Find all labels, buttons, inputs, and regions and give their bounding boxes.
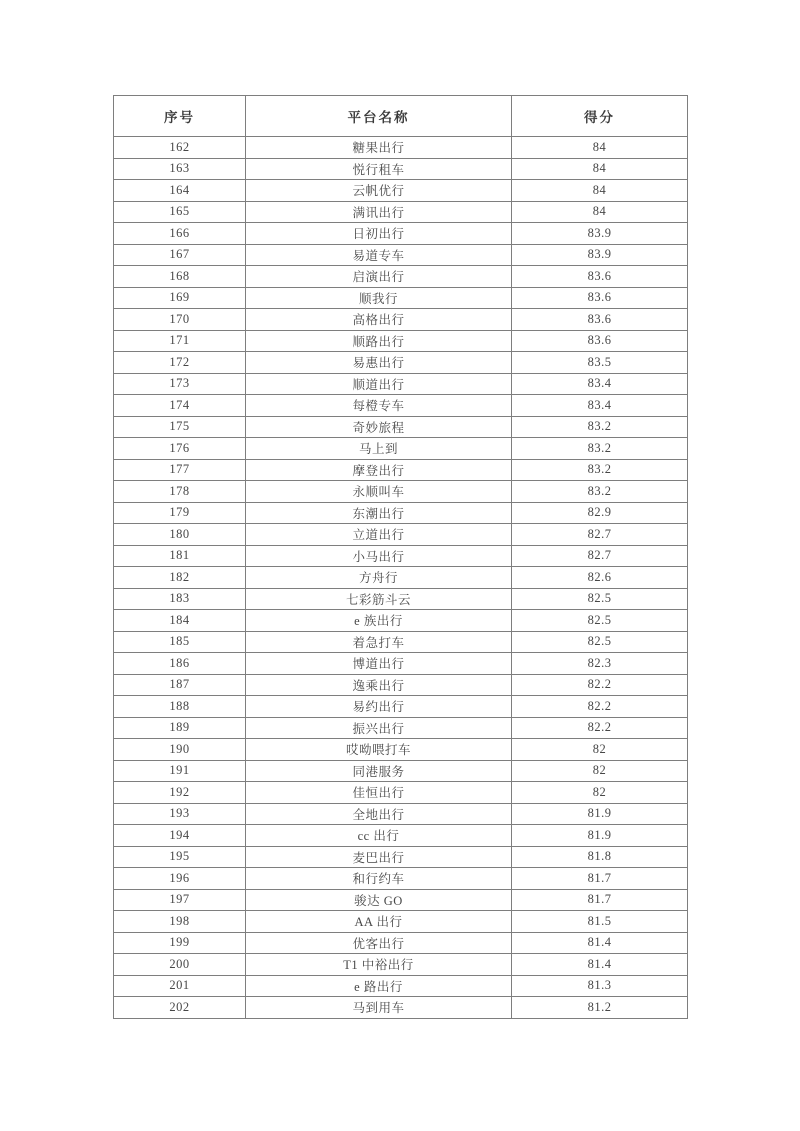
table-row xyxy=(114,158,688,180)
cell-score: 83.9 xyxy=(512,244,688,266)
cell-platform-name: 永顺叫车 xyxy=(246,481,512,503)
cell-platform-name: 七彩筋斗云 xyxy=(246,588,512,610)
table-row xyxy=(114,309,688,331)
cell-platform-name: e 族出行 xyxy=(246,610,512,632)
table-row xyxy=(114,631,688,653)
cell-score: 81.9 xyxy=(512,803,688,825)
table-row xyxy=(114,287,688,309)
cell-score: 83.2 xyxy=(512,481,688,503)
table-row xyxy=(114,180,688,202)
cell-platform-name: 着急打车 xyxy=(246,631,512,653)
cell-score: 81.8 xyxy=(512,846,688,868)
cell-serial: 173 xyxy=(114,373,246,395)
cell-platform-name: 全地出行 xyxy=(246,803,512,825)
cell-score: 84 xyxy=(512,180,688,202)
cell-serial: 179 xyxy=(114,502,246,524)
table-row xyxy=(114,588,688,610)
cell-platform-name: 云帆优行 xyxy=(246,180,512,202)
cell-score: 83.4 xyxy=(512,395,688,417)
cell-serial: 174 xyxy=(114,395,246,417)
cell-platform-name: 博道出行 xyxy=(246,653,512,675)
cell-serial: 176 xyxy=(114,438,246,460)
cell-score: 82.6 xyxy=(512,567,688,589)
cell-platform-name: 小马出行 xyxy=(246,545,512,567)
table-row xyxy=(114,266,688,288)
platform-score-table xyxy=(113,95,688,1019)
table-row xyxy=(114,696,688,718)
cell-platform-name: 和行约车 xyxy=(246,868,512,890)
cell-platform-name: 易道专车 xyxy=(246,244,512,266)
cell-platform-name: e 路出行 xyxy=(246,975,512,997)
cell-score: 83.2 xyxy=(512,416,688,438)
table-row xyxy=(114,459,688,481)
cell-serial: 168 xyxy=(114,266,246,288)
cell-platform-name: 立道出行 xyxy=(246,524,512,546)
cell-platform-name: 易约出行 xyxy=(246,696,512,718)
cell-platform-name: 顺路出行 xyxy=(246,330,512,352)
table-row xyxy=(114,502,688,524)
cell-platform-name: 同港服务 xyxy=(246,760,512,782)
cell-serial: 202 xyxy=(114,997,246,1019)
table-row xyxy=(114,975,688,997)
table-row xyxy=(114,889,688,911)
table-body xyxy=(114,137,688,1019)
cell-serial: 181 xyxy=(114,545,246,567)
cell-serial: 172 xyxy=(114,352,246,374)
cell-serial: 201 xyxy=(114,975,246,997)
cell-score: 82.3 xyxy=(512,653,688,675)
cell-serial: 175 xyxy=(114,416,246,438)
cell-score: 82.5 xyxy=(512,588,688,610)
cell-platform-name: 马到用车 xyxy=(246,997,512,1019)
table-row xyxy=(114,373,688,395)
cell-platform-name: 哎呦喂打车 xyxy=(246,739,512,761)
cell-score: 83.6 xyxy=(512,266,688,288)
cell-serial: 182 xyxy=(114,567,246,589)
table-row xyxy=(114,782,688,804)
cell-serial: 186 xyxy=(114,653,246,675)
cell-score: 82.2 xyxy=(512,696,688,718)
cell-platform-name: 悦行租车 xyxy=(246,158,512,180)
cell-serial: 198 xyxy=(114,911,246,933)
cell-serial: 193 xyxy=(114,803,246,825)
table-row xyxy=(114,244,688,266)
cell-platform-name: 启演出行 xyxy=(246,266,512,288)
table-row xyxy=(114,760,688,782)
col-header-score: 得分 xyxy=(512,96,688,137)
cell-platform-name: 满讯出行 xyxy=(246,201,512,223)
cell-serial: 192 xyxy=(114,782,246,804)
cell-score: 82 xyxy=(512,782,688,804)
cell-score: 82.2 xyxy=(512,674,688,696)
cell-score: 84 xyxy=(512,201,688,223)
table-row xyxy=(114,846,688,868)
cell-platform-name: 骏达 GO xyxy=(246,889,512,911)
table-row xyxy=(114,954,688,976)
cell-score: 83.2 xyxy=(512,438,688,460)
cell-platform-name: 易惠出行 xyxy=(246,352,512,374)
table-row xyxy=(114,416,688,438)
cell-score: 84 xyxy=(512,137,688,159)
cell-score: 81.4 xyxy=(512,954,688,976)
cell-platform-name: 方舟行 xyxy=(246,567,512,589)
cell-score: 82.7 xyxy=(512,524,688,546)
cell-serial: 178 xyxy=(114,481,246,503)
cell-platform-name: 逸乘出行 xyxy=(246,674,512,696)
table-row xyxy=(114,223,688,245)
table-row xyxy=(114,395,688,417)
col-header-platform-name: 平台名称 xyxy=(246,96,512,137)
cell-serial: 180 xyxy=(114,524,246,546)
cell-platform-name: 顺我行 xyxy=(246,287,512,309)
cell-serial: 164 xyxy=(114,180,246,202)
table-row xyxy=(114,438,688,460)
cell-score: 81.5 xyxy=(512,911,688,933)
cell-platform-name: 麦巴出行 xyxy=(246,846,512,868)
cell-score: 81.3 xyxy=(512,975,688,997)
cell-serial: 169 xyxy=(114,287,246,309)
cell-score: 83.6 xyxy=(512,287,688,309)
table-row xyxy=(114,674,688,696)
cell-score: 82.5 xyxy=(512,610,688,632)
cell-serial: 188 xyxy=(114,696,246,718)
cell-score: 83.2 xyxy=(512,459,688,481)
table-row xyxy=(114,567,688,589)
table-row xyxy=(114,201,688,223)
cell-score: 83.5 xyxy=(512,352,688,374)
cell-platform-name: 马上到 xyxy=(246,438,512,460)
table-row xyxy=(114,932,688,954)
cell-serial: 170 xyxy=(114,309,246,331)
cell-serial: 199 xyxy=(114,932,246,954)
cell-score: 82.5 xyxy=(512,631,688,653)
cell-score: 81.2 xyxy=(512,997,688,1019)
cell-score: 82.7 xyxy=(512,545,688,567)
cell-platform-name: T1 中裕出行 xyxy=(246,954,512,976)
cell-serial: 166 xyxy=(114,223,246,245)
table-row xyxy=(114,524,688,546)
cell-serial: 190 xyxy=(114,739,246,761)
table-row xyxy=(114,330,688,352)
table-row xyxy=(114,610,688,632)
cell-score: 81.4 xyxy=(512,932,688,954)
table-row xyxy=(114,868,688,890)
cell-serial: 165 xyxy=(114,201,246,223)
table-row xyxy=(114,997,688,1019)
table-row xyxy=(114,739,688,761)
cell-serial: 187 xyxy=(114,674,246,696)
cell-score: 81.7 xyxy=(512,889,688,911)
cell-serial: 194 xyxy=(114,825,246,847)
cell-score: 84 xyxy=(512,158,688,180)
table-row xyxy=(114,481,688,503)
cell-platform-name: cc 出行 xyxy=(246,825,512,847)
cell-serial: 196 xyxy=(114,868,246,890)
cell-serial: 171 xyxy=(114,330,246,352)
cell-platform-name: 奇妙旅程 xyxy=(246,416,512,438)
table-row xyxy=(114,911,688,933)
cell-serial: 177 xyxy=(114,459,246,481)
cell-serial: 183 xyxy=(114,588,246,610)
cell-platform-name: 摩登出行 xyxy=(246,459,512,481)
table-header-row xyxy=(114,96,688,137)
table-row xyxy=(114,137,688,159)
col-header-serial: 序号 xyxy=(114,96,246,137)
cell-platform-name: 糖果出行 xyxy=(246,137,512,159)
cell-score: 82 xyxy=(512,739,688,761)
table-row xyxy=(114,545,688,567)
cell-platform-name: 每橙专车 xyxy=(246,395,512,417)
cell-serial: 195 xyxy=(114,846,246,868)
table-row xyxy=(114,803,688,825)
cell-serial: 163 xyxy=(114,158,246,180)
cell-score: 82.2 xyxy=(512,717,688,739)
cell-platform-name: AA 出行 xyxy=(246,911,512,933)
table-row xyxy=(114,825,688,847)
cell-score: 83.4 xyxy=(512,373,688,395)
cell-serial: 189 xyxy=(114,717,246,739)
cell-platform-name: 高格出行 xyxy=(246,309,512,331)
cell-serial: 184 xyxy=(114,610,246,632)
cell-platform-name: 佳恒出行 xyxy=(246,782,512,804)
cell-score: 82 xyxy=(512,760,688,782)
table-row xyxy=(114,653,688,675)
cell-serial: 185 xyxy=(114,631,246,653)
cell-serial: 200 xyxy=(114,954,246,976)
cell-platform-name: 东潮出行 xyxy=(246,502,512,524)
cell-serial: 191 xyxy=(114,760,246,782)
cell-score: 82.9 xyxy=(512,502,688,524)
cell-platform-name: 顺道出行 xyxy=(246,373,512,395)
cell-serial: 197 xyxy=(114,889,246,911)
cell-score: 81.9 xyxy=(512,825,688,847)
cell-score: 83.6 xyxy=(512,309,688,331)
cell-serial: 167 xyxy=(114,244,246,266)
cell-score: 83.9 xyxy=(512,223,688,245)
cell-score: 81.7 xyxy=(512,868,688,890)
cell-platform-name: 日初出行 xyxy=(246,223,512,245)
table-row xyxy=(114,717,688,739)
cell-platform-name: 优客出行 xyxy=(246,932,512,954)
cell-score: 83.6 xyxy=(512,330,688,352)
table-row xyxy=(114,352,688,374)
cell-serial: 162 xyxy=(114,137,246,159)
cell-platform-name: 振兴出行 xyxy=(246,717,512,739)
